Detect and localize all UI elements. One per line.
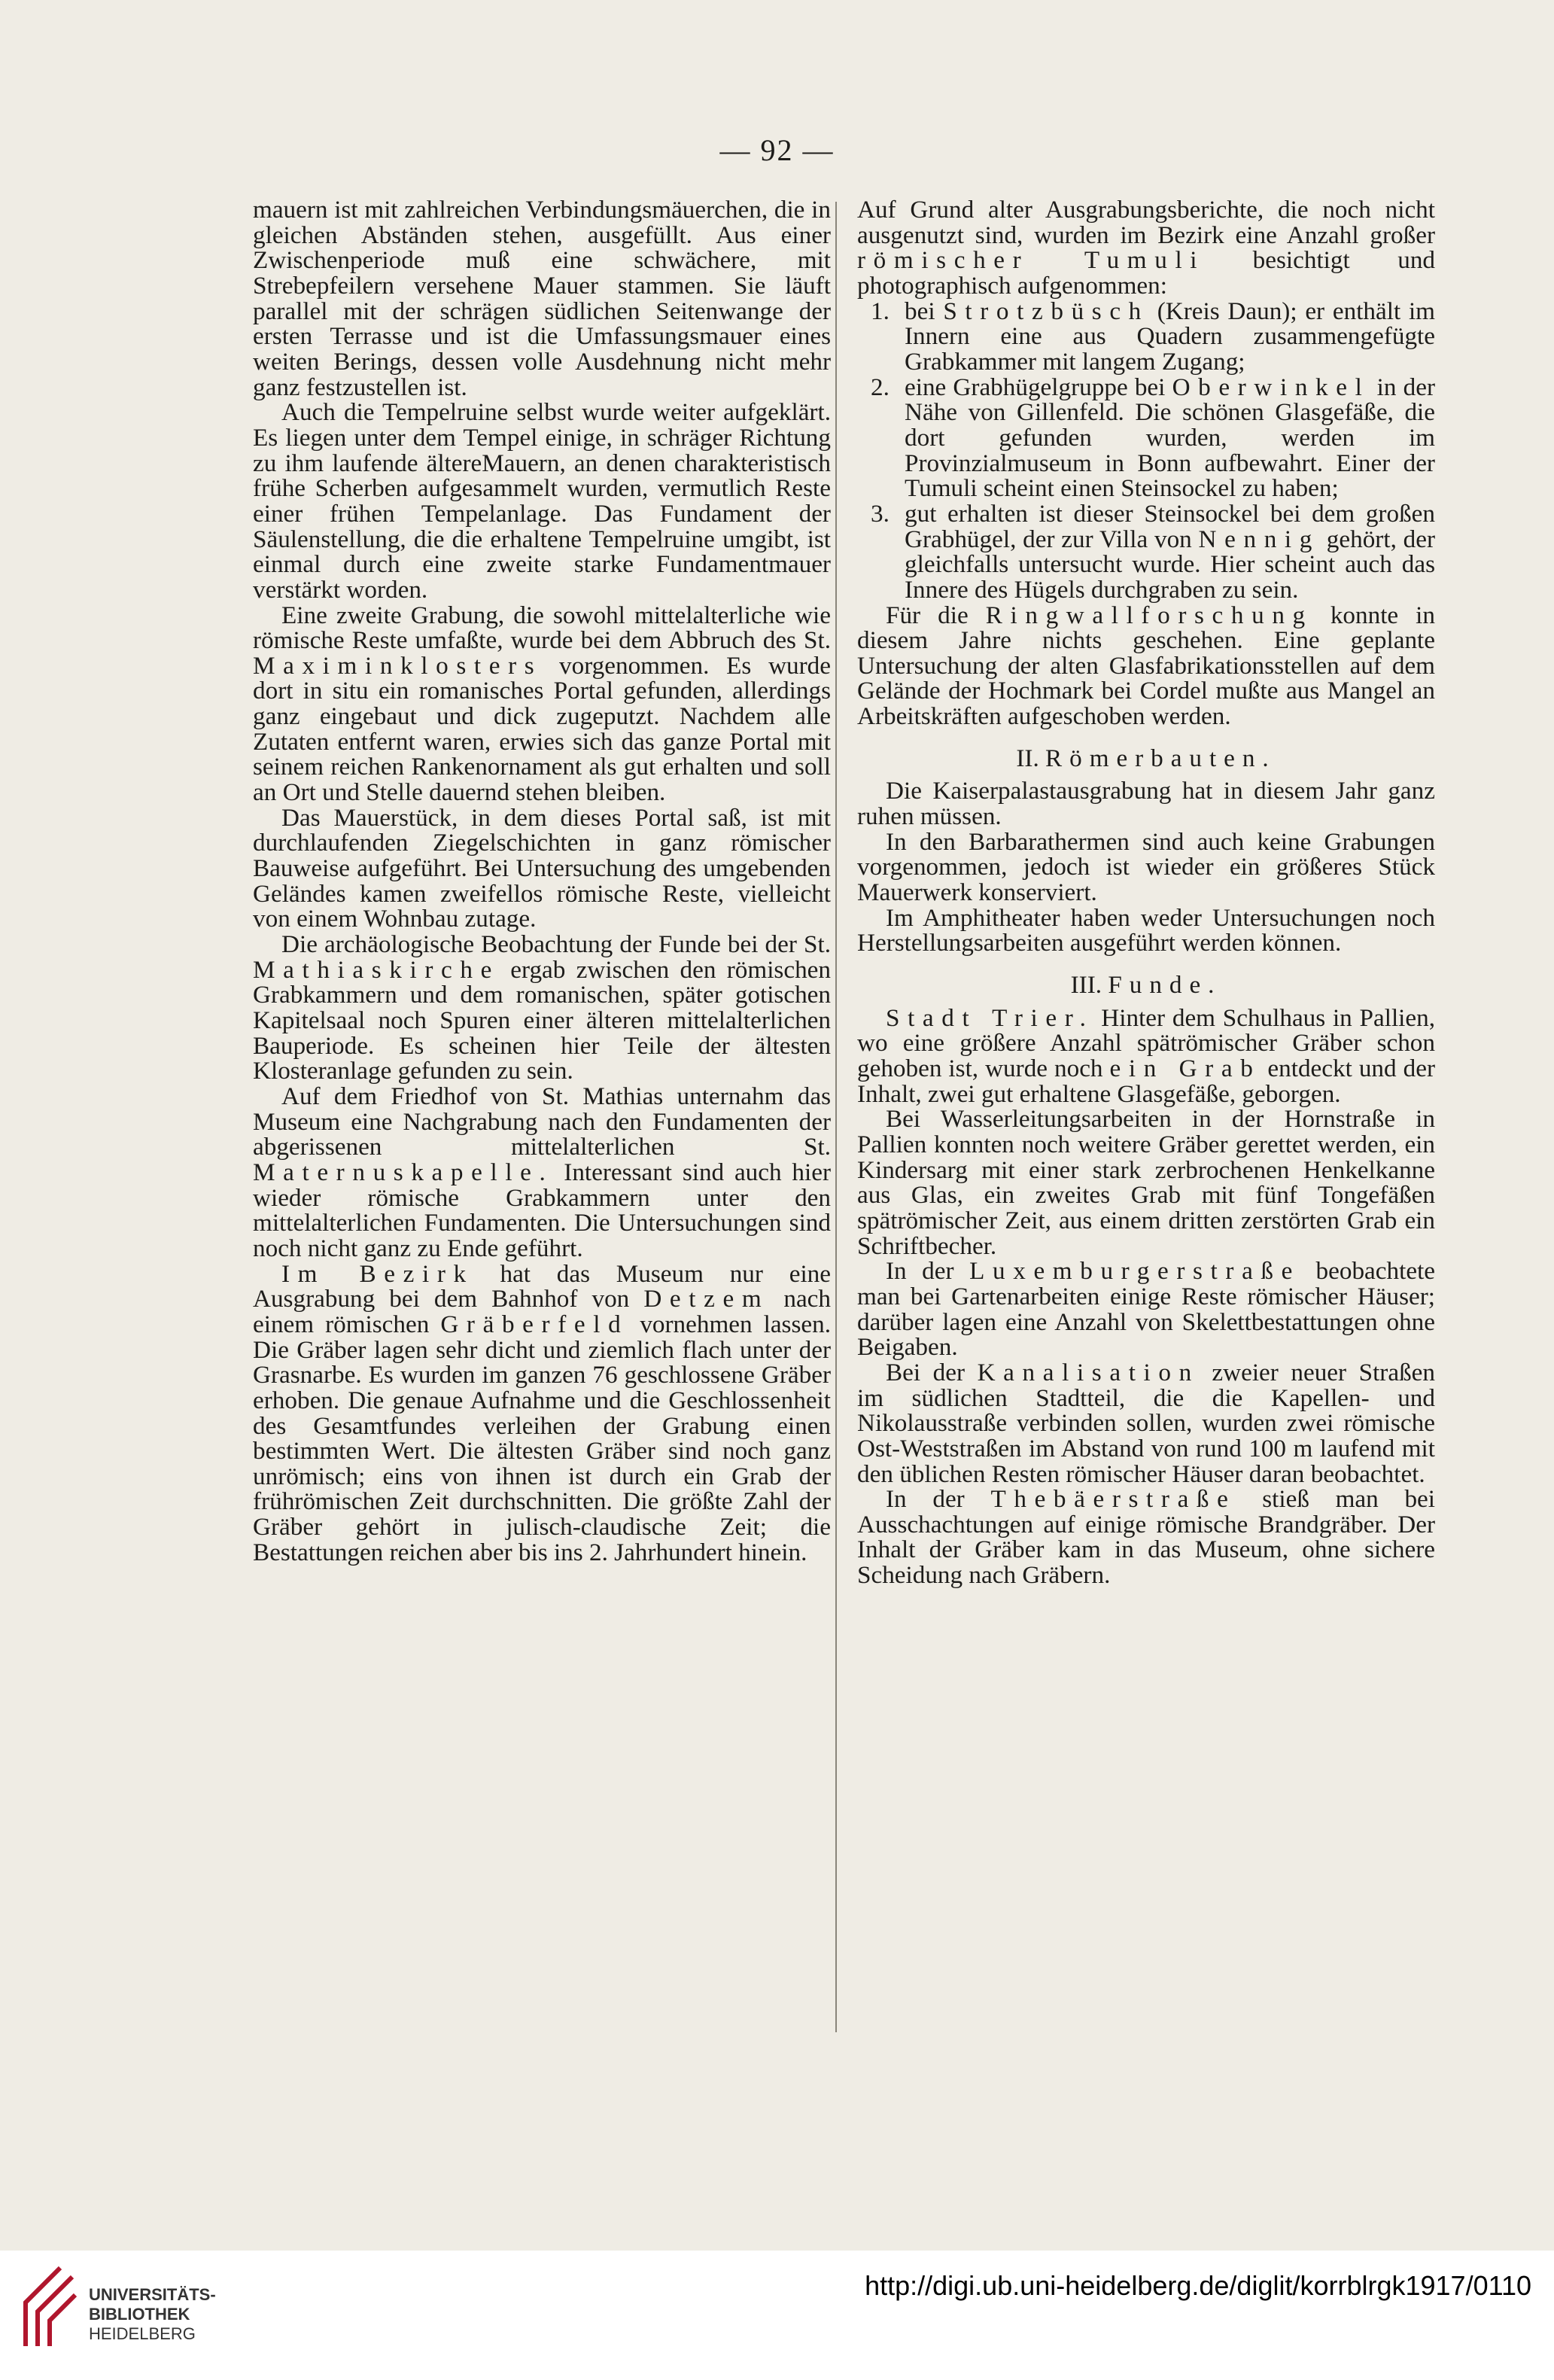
right-column — [857, 197, 1435, 1588]
section-number: II. — [1016, 744, 1039, 772]
spaced-term: Ringwallforschung — [985, 601, 1313, 629]
text-run: hat das Museum nur eine Ausgrabung bei dem Bahnhof von — [253, 1259, 831, 1313]
text-run: Auf dem Friedhof von St. Mathias unternahm das Museum eine Nachgrabung nach den Fundamenten der abgerissenen mittelalterlichen St. — [253, 1082, 831, 1161]
text-run: In der — [886, 1485, 965, 1514]
paragraph — [253, 1084, 831, 1262]
paragraph: Das Mauerstück, in dem dieses Portal saß, ist mit durchlaufenden Ziegelschichten in ganz römischer Bauweise aufgeführt. Bei Untersuchung des umgebenden Geländes kamen zweifellos römische Reste, vielleicht von einem Wohnbau zutage. — [253, 803, 831, 933]
spaced-term: römischer Tumuli — [857, 246, 1206, 275]
text-run: Für die — [886, 601, 969, 629]
paragraph: Die Kaiserpalastausgrabung hat in diesem Jahr ganz ruhen müssen. — [857, 777, 1435, 831]
text-run: Auf Grund alter Ausgrabungsberichte, die noch nicht ausgenutzt sind, wurden im Bezirk eine Anzahl großer — [857, 196, 1435, 249]
spaced-term: Detzem — [643, 1285, 770, 1313]
spaced-term: Im Bezirk — [281, 1259, 474, 1288]
text-run: (Kreis Daun); er enthält im Innern eine aus Quadern zusammengefügte Grabkammer mit langem Zugang; — [905, 297, 1436, 376]
section-title: Römerbauten. — [1045, 744, 1276, 772]
text-run: Interessant sind auch hier wieder römische Grabkammern unter den mittelalterlichen Fundamenten. Die Untersuchungen sind noch nicht ganz zu Ende geführt. — [253, 1158, 832, 1262]
list-item — [857, 375, 1435, 501]
text-run: besichtigt und photographisch aufgenommen: — [857, 246, 1436, 300]
text-run: Bei der — [886, 1358, 966, 1386]
library-logo-icon — [15, 2262, 81, 2352]
library-name-line: HEIDELBERG — [89, 2324, 196, 2343]
spaced-term: Maximinklosters — [253, 651, 543, 680]
paragraph — [857, 1258, 1435, 1360]
paragraph — [857, 1360, 1435, 1487]
page-number: — 92 — — [719, 133, 835, 167]
text-run: In der — [886, 1257, 954, 1286]
list-item — [857, 299, 1435, 375]
text-run: Eine zweite Grabung, die sowohl mittelalterliche wie römische Reste umfaßte, wurde bei dem Abbruch des St. — [253, 601, 831, 655]
text-run: in der Nähe von Gillenfeld. Die schönen Glasgefäße, die dort gefunden wurden, werden im Provinzialmuseum in Bonn aufbewahrt. Einer der Tumuli scheint einen Steinsockel zu haben; — [905, 373, 1436, 503]
text-run: konnte in diesem Jahre nichts geschehen. Eine geplante Untersuchung der alten Glasfabrikationsstellen auf dem Gelände der Hochmark bei Cordel mußte aus Mangel an Arbeitskräften aufgeschoben werden. — [857, 601, 1435, 731]
library-name-line: BIBLIOTHEK — [89, 2305, 190, 2324]
spaced-term: Nennig — [1198, 525, 1320, 553]
paragraph — [857, 1003, 1436, 1108]
paragraph: Im Amphitheater haben weder Untersuchungen noch Herstellungsarbeiten ausgeführt werden können. — [857, 903, 1435, 957]
paragraph — [253, 932, 831, 1084]
library-name — [89, 2285, 216, 2344]
column-divider — [835, 202, 837, 2032]
library-name-line: UNIVERSITÄTS- — [89, 2285, 216, 2304]
paragraph — [857, 197, 1435, 299]
paragraph: Bei Wasserleitungsarbeiten in der Hornstraße in Pallien konnten noch weitere Gräber gerettet werden, ein Kindersarg mit einer stark zerbrochenen Henkelkanne aus Glas, ein zweites Grab mit fünf Tongefäßen spätrömischer Zeit, aus einem dritten zerstörten Grab ein Schriftbecher. — [857, 1105, 1435, 1260]
text-run: gehört, der gleichfalls untersucht wurde. Hier scheint auch das Innere des Hügels durchgraben zu sein. — [905, 525, 1436, 604]
spaced-term: Luxemburgerstraße — [969, 1257, 1300, 1286]
text-run: zweier neuer Straßen im südlichen Stadtteil, die die Kapellen- und Nikolausstraße verbinden sollen, wurden zwei römische Ost-Weststraßen im Abstand von rund 100 m laufend mit den üblichen Resten römischer Häuser daran beobachtet. — [857, 1358, 1436, 1488]
list-item-text — [905, 299, 1435, 375]
paragraph — [253, 603, 831, 805]
spaced-term: Kanalisation — [977, 1358, 1200, 1386]
section-heading — [857, 746, 1435, 772]
text-run: beobachtete man bei Gartenarbeiten einige Reste römischer Häuser; darüber lagen eine Anzahl von Skelettbestattungen ohne Beigaben. — [857, 1257, 1436, 1362]
list-item-text — [905, 501, 1435, 603]
spaced-term: Oberwinkel — [1172, 373, 1370, 401]
spaced-term: Maternuskapelle. — [253, 1158, 554, 1186]
spaced-term: Strotzbüsch — [943, 297, 1149, 325]
list-item-number: 2. — [871, 373, 890, 401]
spaced-term: Gräberfeld — [440, 1310, 629, 1338]
paragraph — [857, 603, 1435, 729]
paragraph: mauern ist mit zahlreichen Verbindungsmäuerchen, die in gleichen Abständen stehen, ausgefüllt. Aus einer Zwischenperiode muß eine schwächere, mit Strebepfeilern versehene Mauer stammen. Sie läuft parallel mit der schrägen südlichen Seitenwange der ersten Terrasse und ist die Umfassungsmauer eines weiten Berings, dessen volle Ausdehnung nicht mehr ganz festzustellen ist. — [253, 196, 831, 401]
spaced-term: Mathiaskirche — [253, 955, 500, 984]
text-run: eine Grabhügelgruppe bei — [905, 373, 1166, 401]
text-run: gut erhalten ist dieser Steinsockel bei dem großen Grabhügel, der zur Villa von — [905, 499, 1435, 553]
section-heading — [857, 972, 1435, 998]
list-item — [857, 501, 1435, 603]
list-item-text — [905, 375, 1435, 501]
left-column — [253, 197, 831, 1565]
text-run: stieß man bei Ausschachtungen auf einige römische Brandgräber. Der Inhalt der Gräber kam in das Museum, ohne sichere Scheidung nach Gräbern. — [857, 1485, 1436, 1590]
source-url-link[interactable]: http://digi.ub.uni-heidelberg.de/diglit/korrblrgk1917/0110 — [865, 2270, 1531, 2301]
text-run: ergab zwischen den römischen Grabkammern und dem romanischen, später gotischen Kapitelsaal noch Spuren einer älteren mittelalterlichen Bauperiode. Es scheinen hier Teile der ältesten Klosteranlage gefunden zu sein. — [253, 955, 831, 1085]
text-run: Die archäologische Beobachtung der Funde bei der St. — [281, 930, 831, 959]
text-run: entdeckt und der Inhalt, zwei gut erhaltene Glasgefäße, geborgen. — [857, 1055, 1435, 1108]
section-number: III. — [1070, 971, 1102, 1000]
spaced-term: Thebäerstraße — [990, 1485, 1236, 1514]
paragraph — [857, 1487, 1435, 1588]
text-run: vornehmen lassen. Die Gräber lagen sehr dicht und ziemlich flach unter der Grasnarbe. Es wurden im ganzen 76 geschlossene Gräber erhoben. Die genaue Aufnahme und die Geschlossenheit des Gesamtfundes verleihen der Grabung einen bestimmten Wert. Die ältesten Gräber sind noch ganz unrömisch; eins von ihnen ist durch ein Grab der frührömischen Zeit durchschnitten. Die größte Zahl der Gräber gehört in julisch-claudische Zeit; die Bestattungen reichen aber bis ins 2. Jahrhundert hinein. — [253, 1310, 832, 1566]
paragraph — [253, 1259, 832, 1566]
text-run: Hinter dem Schulhaus in Pallien, wo eine größere Anzahl spätrömischer Gräber schon gehoben ist, wurde noch — [857, 1003, 1436, 1082]
list-item-number: 3. — [871, 499, 890, 528]
spaced-term: ein Grab — [1109, 1055, 1261, 1082]
section-title: Funde. — [1108, 971, 1222, 1000]
spaced-term: Stadt Trier. — [886, 1003, 1094, 1032]
paragraph: In den Barbarathermen sind auch keine Grabungen vorgenommen, jedoch ist wieder ein größeres Stück Mauerwerk konserviert. — [857, 827, 1435, 907]
text-run: vorgenommen. Es wurde dort in situ ein romanisches Portal gefunden, allerdings ganz eingebaut und dick zugeputzt. Nachdem alle Zutaten entfernt waren, erwies sich das ganze Portal mit seinem reichen Rankenornament als gut erhalten und soll an Ort und Stelle dauernd stehen bleiben. — [253, 651, 832, 807]
text-run: bei — [905, 297, 935, 325]
text-run: nach einem römischen — [253, 1285, 832, 1338]
paragraph: Auch die Tempelruine selbst wurde weiter aufgeklärt. Es liegen unter dem Tempel einige, in schräger Richtung zu ihm laufende ältereMauern, an denen charakteristisch frühe Scherben aufgesammelt wurden, vermutlich Reste einer frühen Tempelanlage. Das Fundament der Säulenstellung, die die erhaltene Tempelruine umgibt, ist einmal durch eine zweite starke Fundamentmauer verstärkt worden. — [253, 398, 831, 604]
list-item-number: 1. — [871, 297, 890, 325]
